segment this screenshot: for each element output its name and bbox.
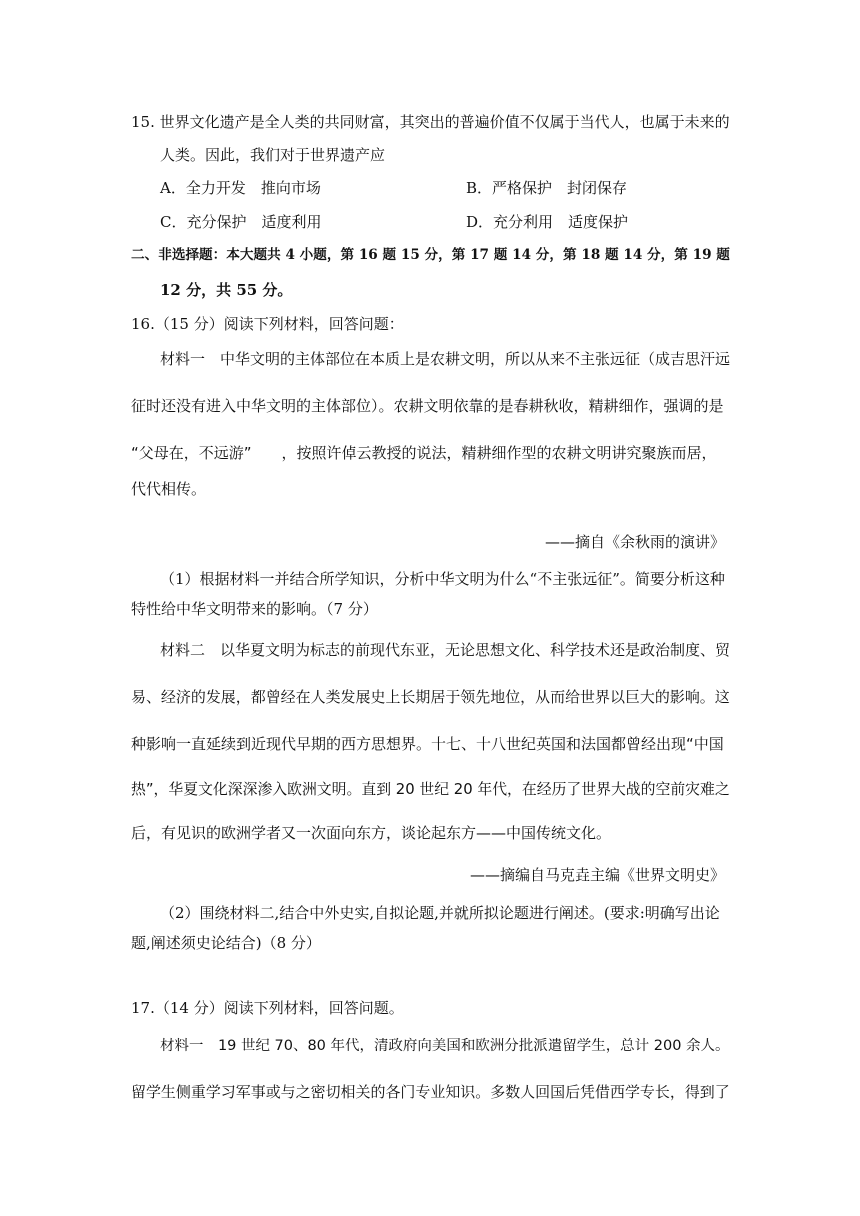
q17-material-1-line-1: 材料一 19 世纪 70、80 年代，清政府向美国和欧洲分批派遣留学生，总计 200 余人。 [160, 1038, 730, 1054]
option-key: D． [466, 213, 494, 231]
q16-subquestion-1-line-2: 特性给中华文明带来的影响。（7 分） [131, 600, 378, 618]
q15-option-d [466, 215, 628, 230]
q16-material-2-line-4: 热”，华夏文化深深渗入欧洲文明。直到 20 世纪 20 年代，在经历了世界大战的空前灾难之 [131, 780, 730, 798]
option-key: A． [160, 179, 186, 197]
q15-option-c [160, 215, 322, 230]
q15-option-a [160, 181, 321, 196]
section-2-heading-line-2: 12 分，共 55 分。 [160, 281, 293, 299]
option-text: 充分利用 适度保护 [493, 213, 629, 231]
q16-material-1-line-1: 材料一 中华文明的主体部位在本质上是农耕文明，所以从来不主张远征（成吉思汗远 [160, 350, 731, 368]
q16-material-1-source: ——摘自《余秋雨的演讲》 [544, 533, 725, 551]
q16-material-1-line-3: “父母在，不远游” ，按照许倬云教授的说法，精耕细作型的农耕文明讲究聚族而居， [131, 444, 717, 462]
section-2-heading-line-1: 二、非选择题：本大题共 4 小题，第 16 题 15 分，第 17 题 14 分，第 18 题 14 分，第 19 题 [131, 247, 730, 263]
option-key: C． [160, 213, 187, 231]
q15-stem-line-1: 15. 世界文化遗产是全人类的共同财富，其突出的普遍价值不仅属于当代人，也属于未来的 [131, 113, 730, 131]
q16-subquestion-1-line-1: （1）根据材料一并结合所学知识，分析中华文明为什么“不主张远征”。简要分析这种 [160, 570, 725, 588]
q16-material-1-line-4: 代代相传。 [131, 480, 207, 498]
q15-stem-line-2: 人类。因此，我们对于世界遗产应 [160, 146, 386, 164]
q16-material-2-line-1: 材料二 以华夏文明为标志的前现代东亚，无论思想文化、科学技术还是政治制度、贸 [160, 641, 731, 659]
option-text: 全力开发 推向市场 [185, 179, 321, 197]
q16-material-1-line-2: 征时还没有进入中华文明的主体部位）。农耕文明依靠的是春耕秋收，精耕细作，强调的是 [131, 397, 724, 415]
q16-subquestion-2-line-1: （2）围绕材料二,结合中外史实,自拟论题,并就所拟论题进行阐述。(要求:明确写出论 [160, 904, 720, 922]
q16-material-2-source: ——摘编自马克垚主编《世界文明史》 [469, 866, 725, 884]
q16-material-2-line-3: 种影响一直延续到近现代早期的西方思想界。十七、十八世纪英国和法国都曾经出现“中国 [131, 735, 724, 753]
q16-subquestion-2-line-2: 题,阐述须史论结合)（8 分） [131, 934, 321, 952]
option-text: 严格保护 封闭保存 [492, 179, 628, 197]
q16-material-2-line-2: 易、经济的发展，都曾经在人类发展史上长期居于领先地位，从而给世界以巨大的影响。这 [131, 688, 730, 706]
q17-material-1-line-2: 留学生侧重学习军事或与之密切相关的各门专业知识。多数人回国后凭借西学专长，得到了 [131, 1083, 730, 1101]
option-text: 充分保护 适度利用 [186, 213, 322, 231]
q16-material-2-line-5: 后，有见识的欧洲学者又一次面向东方，谈论起东方——中国传统文化。 [131, 824, 612, 842]
option-key: B． [466, 179, 493, 197]
q16-header: 16.（15 分）阅读下列材料，回答问题： [131, 315, 404, 333]
q17-header: 17.（14 分）阅读下列材料，回答问题。 [131, 999, 404, 1017]
q15-option-b [466, 181, 627, 196]
